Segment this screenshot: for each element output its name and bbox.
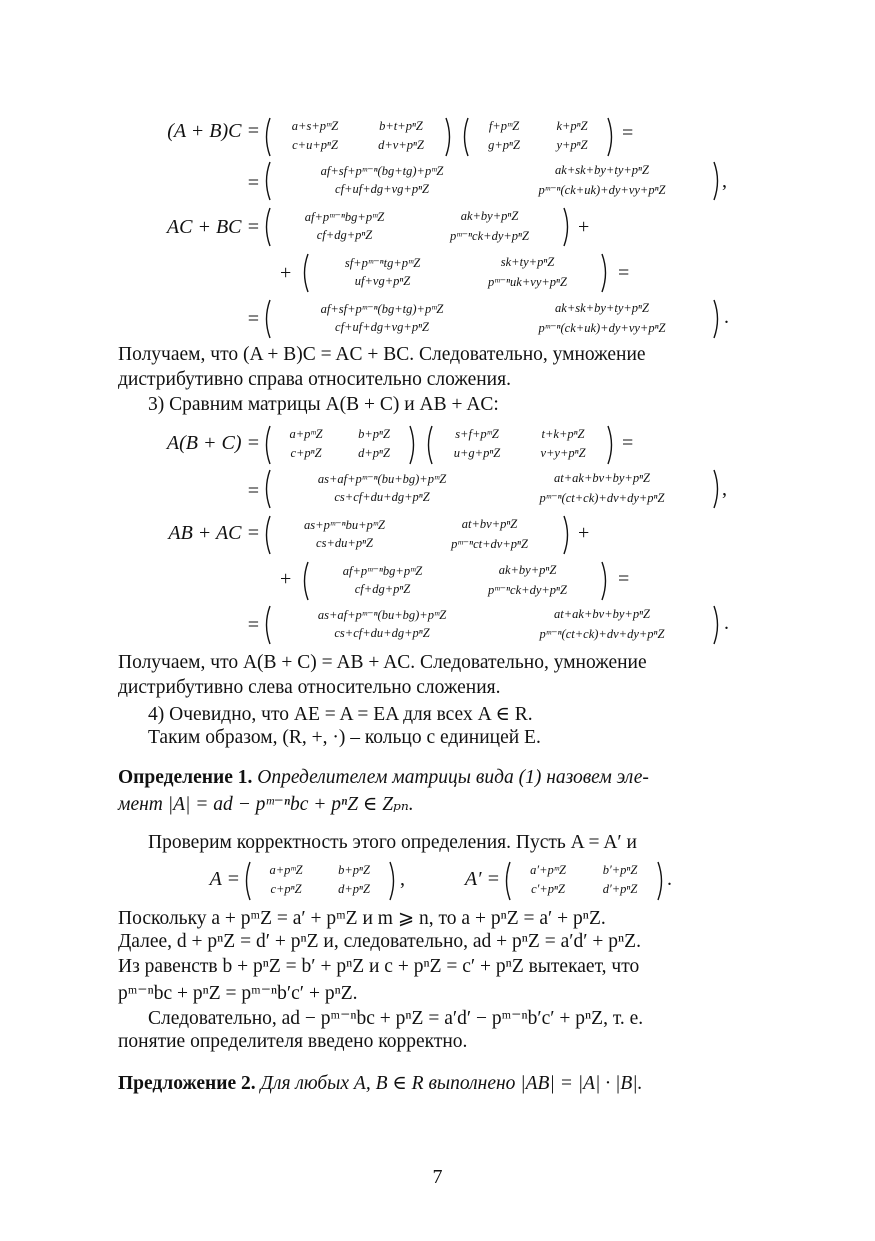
paragraph-line: Далее, d + pⁿZ = d′ + pⁿZ и, следовательно, ad + pⁿZ = a′d′ + pⁿZ. xyxy=(118,931,641,952)
paragraph-line: Следовательно, ad − pᵐ⁻ⁿbc + pⁿZ = a′d′ − pᵐ⁻ⁿb′c′ + pⁿZ, т. е. xyxy=(148,1008,644,1029)
equation-lhs: A = xyxy=(209,868,240,890)
matrix-cell: d+pⁿZ xyxy=(338,882,370,896)
matrix-cell: af+pᵐ⁻ⁿbg+pᵐZ xyxy=(342,564,423,578)
matrix-cell: pᵐ⁻ⁿ(ck+uk)+dy+vy+pⁿZ xyxy=(538,321,666,335)
matrix xyxy=(262,468,722,510)
matrix-cell: sf+pᵐ⁻ⁿtg+pᵐZ xyxy=(344,256,421,270)
matrix-cell: cs+cf+du+dg+pⁿZ xyxy=(334,626,430,640)
left-paren xyxy=(429,426,433,464)
matrix-cell: c′+pⁿZ xyxy=(531,882,565,896)
matrix xyxy=(262,116,454,158)
matrix-cell: b+pⁿZ xyxy=(358,427,390,441)
left-paren xyxy=(267,470,271,508)
left-paren xyxy=(267,426,271,464)
paragraph-line: Проверим корректность этого определения. Пусть A = A′ и xyxy=(148,832,637,853)
paragraph-line: понятие определителя введено корректно. xyxy=(118,1031,468,1052)
matrix xyxy=(424,424,616,466)
matrix-cell: ak+by+pⁿZ xyxy=(498,563,557,577)
plus-sign: + xyxy=(578,522,590,544)
left-paren xyxy=(267,208,271,246)
matrix-cell: a+pᵐZ xyxy=(289,427,323,441)
matrix-cell: v+y+pⁿZ xyxy=(540,446,586,460)
list-item: 3) Сравним матрицы A(B + C) и AB + AC: xyxy=(148,394,499,415)
matrix-cell: d+v+pⁿZ xyxy=(378,138,424,152)
matrix-cell: d′+pⁿZ xyxy=(602,882,638,896)
matrix-cell: t+k+pⁿZ xyxy=(541,427,585,441)
matrix-cell: pᵐ⁻ⁿuk+vy+pⁿZ xyxy=(488,275,567,289)
matrix-cell: k+pⁿZ xyxy=(556,119,588,133)
matrix-cell: y+pⁿZ xyxy=(556,138,588,152)
paragraph-line: pᵐ⁻ⁿbc + pⁿZ = pᵐ⁻ⁿb′c′ + pⁿZ. xyxy=(118,983,358,1004)
plus-sign: + xyxy=(280,568,292,590)
equation-lhs: = xyxy=(246,172,260,194)
matrix-cell: af+sf+pᵐ⁻ⁿ(bg+tg)+pᵐZ xyxy=(320,164,444,178)
left-paren xyxy=(267,606,271,644)
matrix xyxy=(242,860,398,902)
matrix-cell: cf+uf+dg+vg+pⁿZ xyxy=(335,182,429,196)
equation-lhs: A(B + C) = xyxy=(166,432,260,454)
right-paren xyxy=(714,470,718,508)
matrix-cell: at+ak+bv+by+pⁿZ xyxy=(554,471,650,485)
comma: , xyxy=(722,478,727,500)
matrix xyxy=(262,160,722,202)
matrix-cell: a+pᵐZ xyxy=(269,863,303,877)
matrix xyxy=(502,860,666,902)
matrix-cell: at+bv+pⁿZ xyxy=(461,517,518,531)
paragraph-line: Из равенств b + pⁿZ = b′ + pⁿZ и c + pⁿZ = c′ + pⁿZ вытекает, что xyxy=(118,956,640,977)
proposition-text: Для любых A, B ∈ R выполнено |AB| = |A| · |B|. xyxy=(260,1073,643,1094)
equation-lhs: AB + AC = xyxy=(168,522,260,544)
left-paren xyxy=(507,862,511,900)
right-paren xyxy=(602,562,606,600)
matrix-cell: ak+sk+by+ty+pⁿZ xyxy=(555,163,649,177)
right-paren xyxy=(658,862,662,900)
comma: , xyxy=(400,868,405,890)
right-paren xyxy=(608,118,612,156)
matrix xyxy=(262,604,722,646)
matrix xyxy=(300,252,610,294)
matrix-cell: sk+ty+pⁿZ xyxy=(500,255,555,269)
right-paren xyxy=(564,516,568,554)
right-paren xyxy=(714,300,718,338)
matrix-cell: cs+cf+du+dg+pⁿZ xyxy=(334,490,430,504)
list-item: 4) Очевидно, что AE = A = EA для всех A ∈ R. xyxy=(148,704,533,725)
matrix xyxy=(262,298,722,340)
right-paren xyxy=(608,426,612,464)
matrix-cell: f+pᵐZ xyxy=(488,119,520,133)
matrix-cell: d+pⁿZ xyxy=(358,446,390,460)
matrix xyxy=(460,116,616,158)
comma: , xyxy=(722,170,727,192)
right-paren xyxy=(564,208,568,246)
matrix-cell: as+af+pᵐ⁻ⁿ(bu+bg)+pᵐZ xyxy=(317,472,447,486)
paragraph-line: дистрибутивно справа относительно сложения. xyxy=(118,369,511,390)
matrix-cell: ak+by+pⁿZ xyxy=(460,209,519,223)
left-paren xyxy=(267,118,271,156)
left-paren xyxy=(305,562,309,600)
matrix-cell: ak+sk+by+ty+pⁿZ xyxy=(555,301,649,315)
proposition xyxy=(118,1071,758,1095)
page-number: 7 xyxy=(432,1166,443,1188)
plus-sign: + xyxy=(280,262,292,284)
matrix-cell: pᵐ⁻ⁿ(ct+ck)+dv+dy+pⁿZ xyxy=(539,627,665,641)
definition xyxy=(118,767,758,789)
right-paren xyxy=(714,606,718,644)
matrix xyxy=(262,424,418,466)
equals-sign: = xyxy=(622,432,634,454)
matrix-cell: pᵐ⁻ⁿck+dy+pⁿZ xyxy=(450,229,529,243)
matrix-cell: g+pⁿZ xyxy=(488,138,520,152)
matrix-cell: c+pⁿZ xyxy=(270,882,302,896)
matrix-cell: as+af+pᵐ⁻ⁿ(bu+bg)+pᵐZ xyxy=(317,608,447,622)
matrix-cell: u+g+pⁿZ xyxy=(453,446,501,460)
matrix-cell: b′+pⁿZ xyxy=(602,863,638,877)
equals-sign: = xyxy=(618,262,630,284)
matrix-cell: c+pⁿZ xyxy=(290,446,322,460)
definition-label: Определение 1. xyxy=(118,767,253,788)
left-paren xyxy=(305,254,309,292)
definition-text: мент |A| = ad − pᵐ⁻ⁿbc + pⁿZ ∈ Zₚₙ. xyxy=(118,794,414,815)
matrix-cell: b+t+pⁿZ xyxy=(379,119,423,133)
matrix-cell: pᵐ⁻ⁿ(ct+ck)+dv+dy+pⁿZ xyxy=(539,491,665,505)
matrix xyxy=(262,514,572,556)
equation-lhs: A′ = xyxy=(464,868,500,890)
paragraph-line: Таким образом, (R, +, ·) – кольцо с единицей E. xyxy=(148,727,541,748)
matrix xyxy=(262,206,572,248)
matrix-cell: s+f+pᵐZ xyxy=(455,427,499,441)
equation-lhs: AC + BC = xyxy=(166,216,260,238)
matrix-cell: pᵐ⁻ⁿ(ck+uk)+dy+vy+pⁿZ xyxy=(538,183,666,197)
equals-sign: = xyxy=(618,568,630,590)
matrix-cell: af+pᵐ⁻ⁿbg+pᵐZ xyxy=(304,210,385,224)
right-paren xyxy=(714,162,718,200)
equals-sign: = xyxy=(622,122,634,144)
period: . xyxy=(724,306,729,328)
matrix-cell: cf+dg+pⁿZ xyxy=(354,582,411,596)
equation-lhs: = xyxy=(246,614,260,636)
matrix-cell: uf+vg+pⁿZ xyxy=(354,274,411,288)
matrix-cell: cf+dg+pⁿZ xyxy=(316,228,373,242)
left-paren xyxy=(267,516,271,554)
equation-lhs: (A + B)C = xyxy=(167,120,260,142)
equation-lhs: = xyxy=(246,480,260,502)
right-paren xyxy=(410,426,414,464)
left-paren xyxy=(267,162,271,200)
left-paren xyxy=(247,862,251,900)
matrix-cell: as+pᵐ⁻ⁿbu+pᵐZ xyxy=(304,518,385,532)
plus-sign: + xyxy=(578,216,590,238)
matrix-cell: c+u+pⁿZ xyxy=(292,138,338,152)
proposition-label: Предложение 2. xyxy=(118,1073,256,1094)
period: . xyxy=(667,868,672,890)
matrix-cell: a+s+pᵐZ xyxy=(291,119,339,133)
right-paren xyxy=(602,254,606,292)
equation-lhs: = xyxy=(246,308,260,330)
matrix-cell: cs+du+pⁿZ xyxy=(316,536,373,550)
matrix xyxy=(300,560,610,602)
matrix-cell: pᵐ⁻ⁿck+dy+pⁿZ xyxy=(488,583,567,597)
matrix-cell: af+sf+pᵐ⁻ⁿ(bg+tg)+pᵐZ xyxy=(320,302,444,316)
matrix-cell: b+pⁿZ xyxy=(338,863,370,877)
right-paren xyxy=(390,862,394,900)
left-paren xyxy=(465,118,469,156)
matrix-cell: cf+uf+dg+vg+pⁿZ xyxy=(335,320,429,334)
left-paren xyxy=(267,300,271,338)
period: . xyxy=(724,612,729,634)
paragraph-line: Получаем, что (A + B)C = AC + BC. Следовательно, умножение xyxy=(118,344,646,365)
paragraph-line: дистрибутивно слева относительно сложения. xyxy=(118,677,501,698)
right-paren xyxy=(446,118,450,156)
paragraph-line: Получаем, что A(B + C) = AB + AC. Следовательно, умножение xyxy=(118,652,647,673)
matrix-cell: a′+pᵐZ xyxy=(530,863,566,877)
matrix-cell: at+ak+bv+by+pⁿZ xyxy=(554,607,650,621)
paragraph-line: Поскольку a + pᵐZ = a′ + pᵐZ и m ⩾ n, то a + pⁿZ = a′ + pⁿZ. xyxy=(118,908,606,929)
matrix-cell: pᵐ⁻ⁿct+dv+pⁿZ xyxy=(451,537,528,551)
definition-text: Определителем матрицы вида (1) назовем эле- xyxy=(257,767,649,788)
